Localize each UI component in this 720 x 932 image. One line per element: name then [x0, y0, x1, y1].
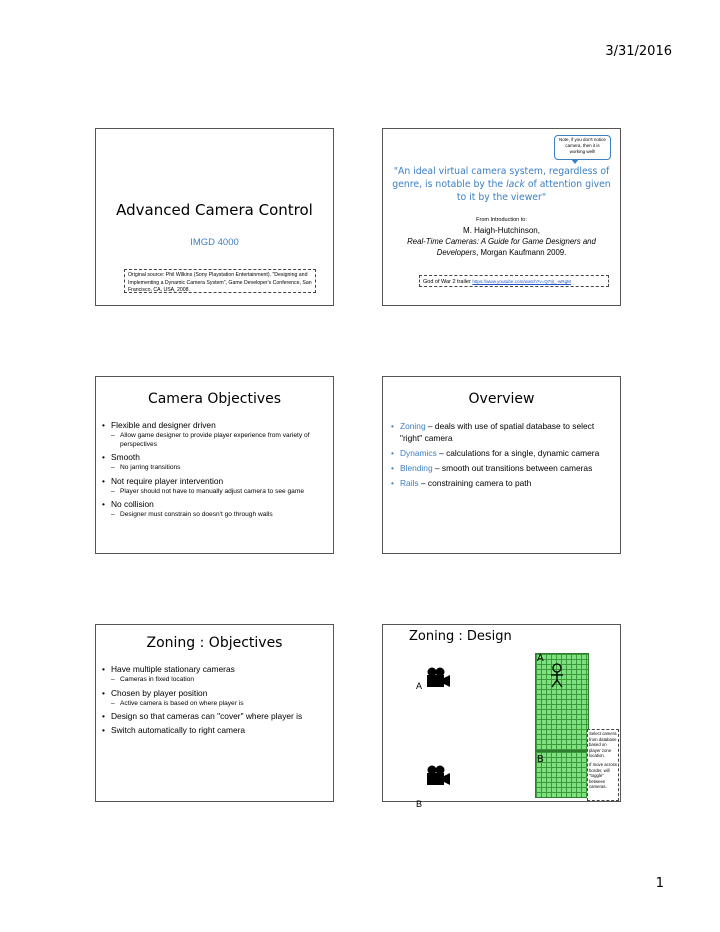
bullet-list: [102, 417, 327, 520]
sub-bullet-item: – Allow game designer to provide player experience from variety of perspectives: [102, 432, 327, 449]
overview-item: [391, 420, 612, 444]
overview-description: – constraining camera to path: [418, 478, 532, 488]
source-citation-box: [124, 269, 316, 293]
slide-subtitle: IMGD 4000: [190, 237, 239, 248]
slide-3: [95, 376, 334, 554]
overview-item: [391, 447, 612, 459]
slide-title: Advanced Camera Control: [116, 201, 313, 219]
trailer-reference-box: God of War 2 trailer https://www.youtube.com/watch?v=Q7Ijt_-wRgM: [419, 275, 609, 287]
overview-description: – calculations for a single, dynamic camera: [436, 448, 600, 458]
trailer-link[interactable]: https://www.youtube.com/watch?v=Q7Ijt_-wRgM: [472, 279, 572, 284]
note-speech-bubble: Note, if you don't notice camera, then it is working well!: [554, 135, 611, 160]
bullet-item: • Have multiple stationary cameras: [102, 664, 327, 675]
camera-a-icon: [425, 667, 451, 689]
emphasis: lack: [506, 179, 525, 190]
camera-b-label: B: [416, 799, 423, 809]
overview-description: – deals with use of spatial database to select "right" camera: [400, 421, 595, 443]
slide-6: [382, 624, 621, 809]
bubble-tail-icon: [571, 159, 579, 164]
bullet-item: • Chosen by player position: [102, 688, 327, 699]
design-note-box: Select camera from database based on player zone location. If move across border, will "toggle" between cameras.: [587, 729, 619, 801]
overview-term: Zoning: [400, 421, 426, 431]
slide-title: Zoning : Design: [409, 629, 512, 644]
attribution-intro: From Introduction to:: [476, 217, 527, 223]
slide-1: [95, 128, 334, 306]
sub-bullet-item: – Designer must constrain so doesn't go through walls: [102, 511, 327, 520]
citation-line: Francisco, CA, USA, 2008.: [128, 287, 190, 293]
slide-title: Overview: [468, 391, 535, 407]
sub-bullet-item: – Cameras in fixed location: [102, 676, 327, 685]
attribution-book: Real-Time Cameras: A Guide for Game Designers and Developers, Morgan Kaufmann 2009.: [407, 237, 596, 257]
slide-5: [95, 624, 334, 802]
overview-item: [391, 477, 612, 489]
citation-line: Implementing a Dynamic Camera System", Game Developer's Conference, San: [128, 279, 312, 286]
quote-text: "An ideal virtual camera system, regardless of genre, is notable by the lack of attention given to it by the viewer": [392, 166, 611, 203]
sub-bullet-item: – Player should not have to manually adjust camera to see game: [102, 488, 327, 497]
sub-bullet-item: – Active camera is based on where player is: [102, 700, 327, 709]
slide-title: Camera Objectives: [147, 391, 282, 407]
bullet-item: • Smooth: [102, 452, 327, 463]
slide-2: [382, 128, 621, 306]
overview-term: Dynamics: [400, 448, 437, 458]
slide-title: Zoning : Objectives: [146, 635, 283, 651]
player-stick-figure-icon: [549, 663, 565, 689]
citation-line: Original source: Phil Wilkins (Sony Playstation Entertainment). "Designing and: [128, 272, 308, 278]
overview-term: Blending: [400, 463, 433, 473]
sub-bullet-item: – No jarring transitions: [102, 464, 327, 473]
camera-a-label: A: [416, 681, 423, 691]
attribution-author: M. Haigh-Hutchinson,: [463, 226, 540, 235]
bullet-item: • Switch automatically to right camera: [102, 725, 327, 736]
bullet-item: • No collision: [102, 499, 327, 510]
bullet-item: • Design so that cameras can "cover" where player is: [102, 711, 327, 722]
zone-b-label: B: [537, 754, 544, 765]
bullet-item: • Not require player intervention: [102, 476, 327, 487]
overview-description: – smooth out transitions between cameras: [432, 463, 593, 473]
page-date: 3/31/2016: [605, 44, 672, 59]
overview-term: Rails: [400, 478, 419, 488]
zone-a-label: A: [537, 653, 544, 664]
overview-list: [391, 417, 612, 489]
slide-4: [382, 376, 621, 554]
bullet-item: • Flexible and designer driven: [102, 420, 327, 431]
overview-item: [391, 462, 612, 474]
page-number: 1: [655, 876, 664, 891]
bullet-list: [102, 661, 327, 736]
camera-b-icon: [425, 765, 451, 787]
